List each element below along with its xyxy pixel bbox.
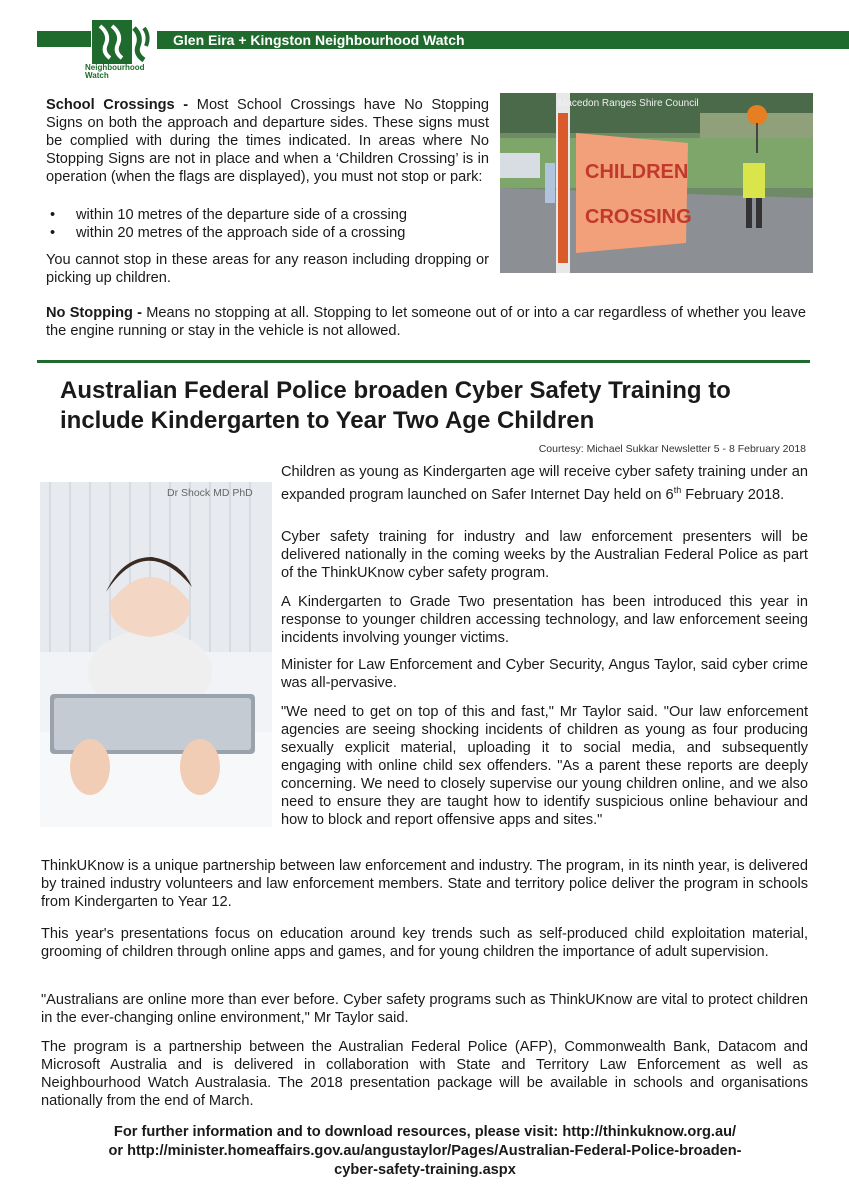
school-crossings-after: You cannot stop in these areas for any reason including dropping or picking up children. [46,252,489,286]
no-stopping-paragraph [46,304,806,340]
school-crossings-bullets [46,206,489,242]
article-paragraph: "We need to get on top of this and fast," Mr Taylor said. "Our law enforcement agencies are seeing shocking incidents of children as young as four producing sexually explicit material, uploading it to social media, and subsequently engaging with online child sex offenders. "As a parent these reports are deeply concerning. We need to closely supervise our young children online, and we also need to ensure they are taught how to identify suspicious online behaviour and how to block and report offensive apps and sites." [281,704,808,828]
child-with-tablet-photo [40,482,272,827]
article-paragraph: A Kindergarten to Grade Two presentation has been introduced this year in response to younger children accessing technology, and law enforcement seeing incidents involving younger victims. [281,594,808,646]
children-crossing-photo [500,93,813,273]
article-paragraph: Minister for Law Enforcement and Cyber Security, Angus Taylor, said cyber crime was all-pervasive. [281,657,808,691]
article-headline [60,376,820,436]
footer-line1[interactable]: For further information and to download resources, please visit: http://thinkuknow.org.au/ [113,1124,737,1140]
logo-text-line1: Neighbourhood [85,63,145,72]
svg-text:CHILDREN: CHILDREN [585,161,689,183]
courtesy-line: Courtesy: Michael Sukkar Newsletter 5 - 8 February 2018 [538,443,806,455]
footer-line2[interactable]: or http://minister.homeaffairs.gov.au/angustaylor/Pages/Australian-Federal-Police-broaden- [108,1143,742,1159]
school-crossings-paragraph [46,96,489,186]
header-title: Glen Eira + Kingston Neighbourhood Watch [173,32,465,48]
article-paragraph: Cyber safety training for industry and law enforcement presenters will be delivered nationally in the coming weeks by the Australian Federal Police as part of the ThinkUKnow cyber safety program. [281,529,808,581]
article-p1-text: Children as young as Kindergarten age will receive cyber safety training under an expanded program launched on Safer Internet Day held on 6 [281,464,808,503]
logo-text [85,64,161,80]
section-divider [37,360,810,363]
no-stopping-text: Means no stopping at all. Stopping to let someone out of or into a car regardless of whether you leave the engine running or stay in the vehicle is not allowed. [46,305,806,339]
article-paragraph: "Australians are online more than ever before. Cyber safety programs such as ThinkUKnow are vital to protect children in the ever-changing online environment," Mr Taylor said. [41,992,808,1026]
bullet-item: • within 20 metres of the approach side of a crossing [46,224,489,242]
article-paragraph [281,463,808,504]
footer-links [40,1123,810,1180]
svg-text:CROSSING: CROSSING [585,206,692,228]
footer-line3[interactable]: cyber-safety-training.aspx [334,1162,516,1178]
bullet-item: • within 10 metres of the departure side of a crossing [46,206,489,224]
headline-line1: Australian Federal Police broaden Cyber Safety Training to [60,377,731,404]
article-p1-text-end: February 2018. [681,486,785,503]
no-stopping-label: No Stopping - [46,305,143,321]
header-bar-left [37,31,91,47]
school-crossings-label: School Crossings - [46,97,189,113]
logo-text-line2: Watch [85,71,109,80]
article-paragraph: ThinkUKnow is a unique partnership between law enforcement and industry. The program, in its ninth year, is delivered by trained industry volunteers and law enforcement members. State and territory police deliver the program in schools from Kindergarten to Year 12. [41,858,808,910]
headline-line2: include Kindergarten to Year Two Age Children [60,407,595,434]
school-crossings-text: Most School Crossings have No Stopping Signs on both the approach and departure sides. These signs must be complied with during the times indicated. In areas where No Stopping Signs are not in place and when a ‘Children Crossing’ is in operation (when the flags are displayed), you must not stop or park: [46,97,489,185]
photo-caption-crossing: Macedon Ranges Shire Council [558,98,699,109]
article-p1-sup: th [673,485,682,495]
photo-caption-child: Dr Shock MD PhD [167,487,253,499]
article-paragraph: This year's presentations focus on education around key trends such as self-produced child exploitation material, grooming of children through online apps and games, and for young children the importance of adult supervision. [41,926,808,960]
article-paragraph: The program is a partnership between the Australian Federal Police (AFP), Commonwealth Bank, Datacom and Microsoft Australia and is delivered in collaboration with State and Territory Law Enforcement as well as Neighbourhood Watch Australasia. The 2018 presentation package will be available in schools and organisations nationally from the end of March. [41,1039,808,1109]
